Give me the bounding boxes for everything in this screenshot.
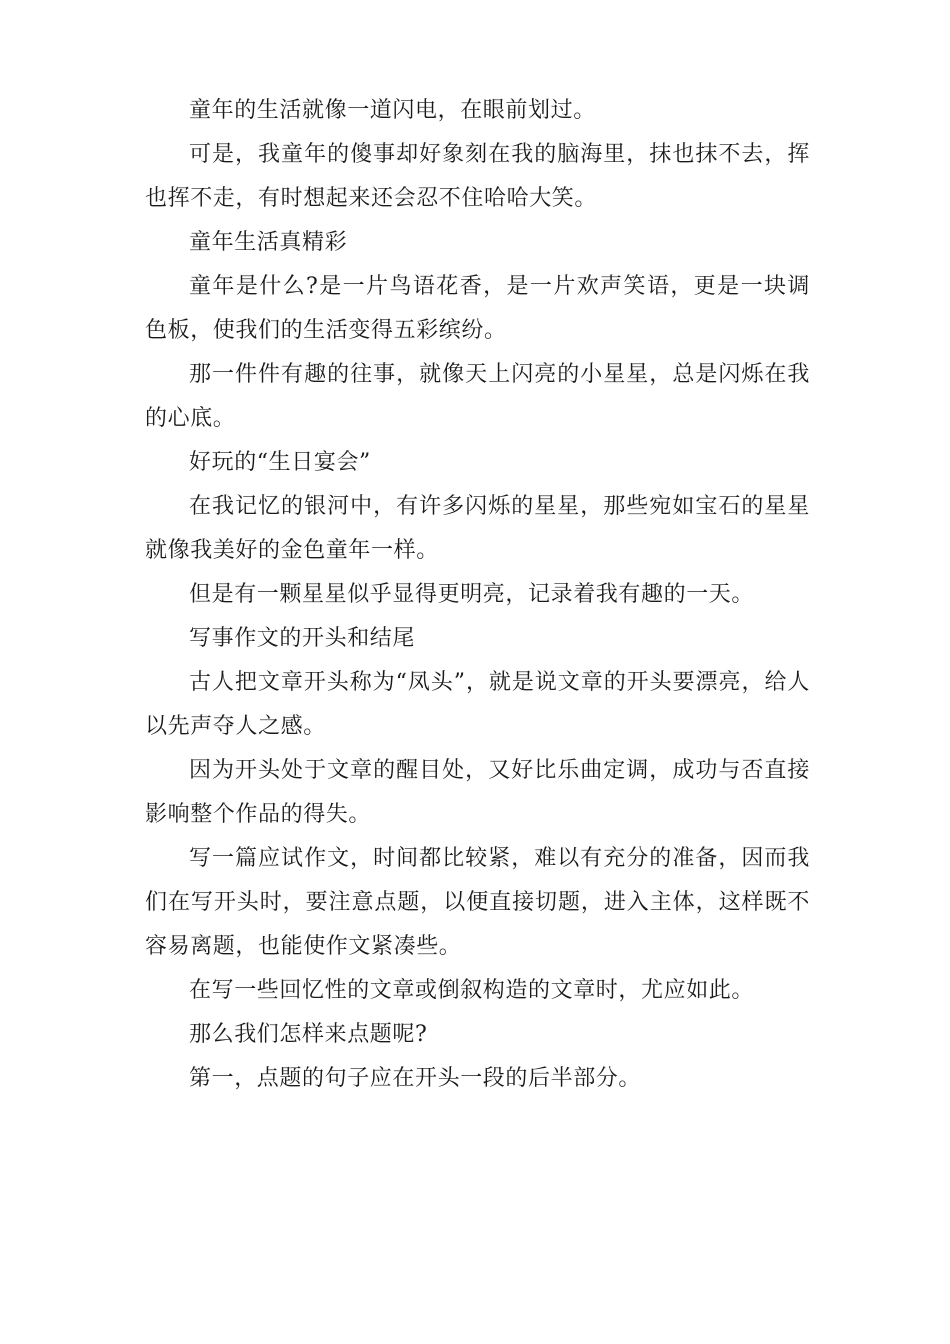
section-heading: 好玩的“生日宴会” <box>189 450 371 475</box>
paragraph: 因为开头处于文章的醒目处，又好比乐曲定调，成功与否直接影响整个作品的得失。 <box>145 758 810 827</box>
section-heading: 童年生活真精彩 <box>189 230 348 255</box>
paragraph: 那么我们怎样来点题呢? <box>189 1022 428 1047</box>
paragraph: 在我记忆的银河中，有许多闪烁的星星，那些宛如宝石的星星就像我美好的金色童年一样。 <box>145 494 810 563</box>
paragraph: 第一，点题的句子应在开头一段的后半部分。 <box>189 1066 642 1091</box>
paragraph: 古人把文章开头称为“凤头”，就是说文章的开头要漂亮，给人以先声夺人之感。 <box>145 670 810 739</box>
paragraph: 写一篇应试作文，时间都比较紧，难以有充分的准备，因而我们在写开头时，要注意点题，以便直接切题，进入主体，这样既不容易离题，也能使作文紧凑些。 <box>145 846 810 959</box>
paragraph: 但是有一颗星星似乎显得更明亮，记录着我有趣的一天。 <box>189 582 755 607</box>
paragraph: 可是，我童年的傻事却好象刻在我的脑海里，抹也抹不去，挥也挥不走，有时想起来还会忍不住哈哈大笑。 <box>145 142 810 211</box>
paragraph: 那一件件有趣的往事，就像天上闪亮的小星星，总是闪烁在我的心底。 <box>145 362 810 431</box>
section-heading: 写事作文的开头和结尾 <box>189 626 416 651</box>
paragraph: 童年是什么?是一片鸟语花香，是一片欢声笑语，更是一块调色板，使我们的生活变得五彩缤纷。 <box>145 274 810 343</box>
paragraph: 童年的生活就像一道闪电，在眼前划过。 <box>189 98 596 123</box>
document-body <box>145 89 810 1101</box>
paragraph: 在写一些回忆性的文章或倒叙构造的文章时，尤应如此。 <box>189 978 755 1003</box>
